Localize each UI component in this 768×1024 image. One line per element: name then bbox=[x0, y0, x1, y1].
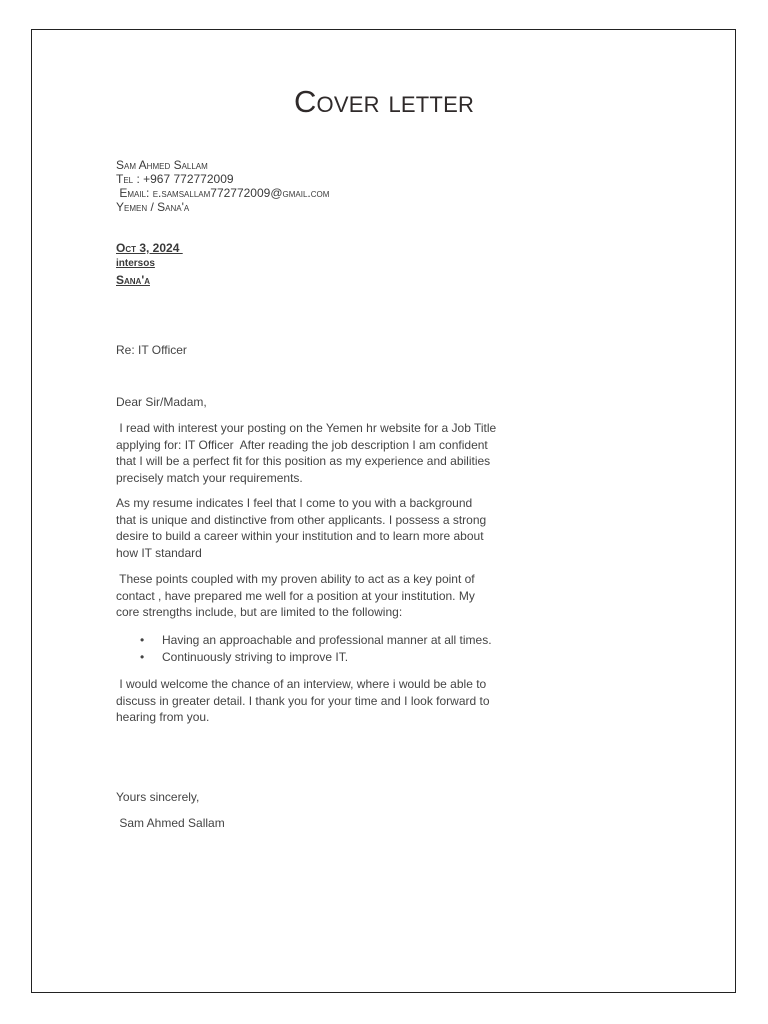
sender-phone: : +967 772772009 bbox=[133, 172, 234, 186]
paragraph-line: I would welcome the chance of an interview, where i would be able to bbox=[116, 677, 487, 691]
list-item: • Continuously striving to improve IT. bbox=[140, 649, 492, 666]
letter-date: Oct 3, 2024 bbox=[116, 241, 183, 255]
paragraph-line: applying for: IT Officer After reading the job description I am confident bbox=[116, 437, 488, 452]
sender-name: Sam Ahmed Sallam bbox=[116, 158, 208, 172]
sender-email-line bbox=[116, 186, 329, 200]
paragraph-line: discuss in greater detail. I thank you for your time and I look forward to bbox=[116, 693, 490, 708]
recipient-block bbox=[116, 240, 183, 288]
signature-name: Sam Ahmed Sallam bbox=[116, 816, 225, 830]
sender-block bbox=[116, 158, 329, 214]
email-label: Email: bbox=[116, 186, 153, 200]
recipient-city: Sana'a bbox=[116, 273, 150, 287]
paragraph-line: I read with interest your posting on the Yemen hr website for a Job Title bbox=[116, 421, 497, 435]
paragraph-2 bbox=[116, 495, 486, 562]
list-item: • Having an approachable and professional manner at all times. bbox=[140, 632, 492, 649]
subject-line: Re: IT Officer bbox=[116, 343, 187, 357]
paragraph-1 bbox=[116, 420, 496, 487]
greeting: Dear Sir/Madam, bbox=[116, 395, 207, 409]
paragraph-line: hearing from you. bbox=[116, 710, 210, 725]
paragraph-line: that I will be a perfect fit for this position as my experience and abilities bbox=[116, 454, 491, 469]
paragraph-line: As my resume indicates I feel that I come to you with a background bbox=[116, 496, 473, 510]
phone-label: Tel bbox=[116, 172, 134, 186]
closing: Yours sincerely, bbox=[116, 790, 200, 804]
sender-email: e.samsallam772772009@gmail.com bbox=[152, 186, 330, 200]
paragraph-line: contact , have prepared me well for a position at your institution. My bbox=[116, 588, 475, 603]
paragraph-line: precisely match your requirements. bbox=[116, 471, 303, 486]
paragraph-3 bbox=[116, 571, 475, 621]
paragraph-line: desire to build a career within your institution and to learn more about bbox=[116, 529, 484, 544]
sender-phone-line bbox=[116, 172, 329, 186]
recipient-organization: intersos bbox=[116, 258, 155, 269]
strengths-list bbox=[140, 632, 492, 666]
paragraph-line: that is unique and distinctive from other applicants. I possess a strong bbox=[116, 512, 487, 527]
document-title: Cover letter bbox=[293, 84, 475, 119]
paragraph-4 bbox=[116, 676, 490, 726]
paragraph-line: core strengths include, but are limited to the following: bbox=[116, 605, 403, 620]
paragraph-line: These points coupled with my proven ability to act as a key point of bbox=[116, 572, 475, 586]
sender-location: Yemen / Sana'a bbox=[116, 200, 190, 214]
paragraph-line: how IT standard bbox=[116, 546, 202, 561]
